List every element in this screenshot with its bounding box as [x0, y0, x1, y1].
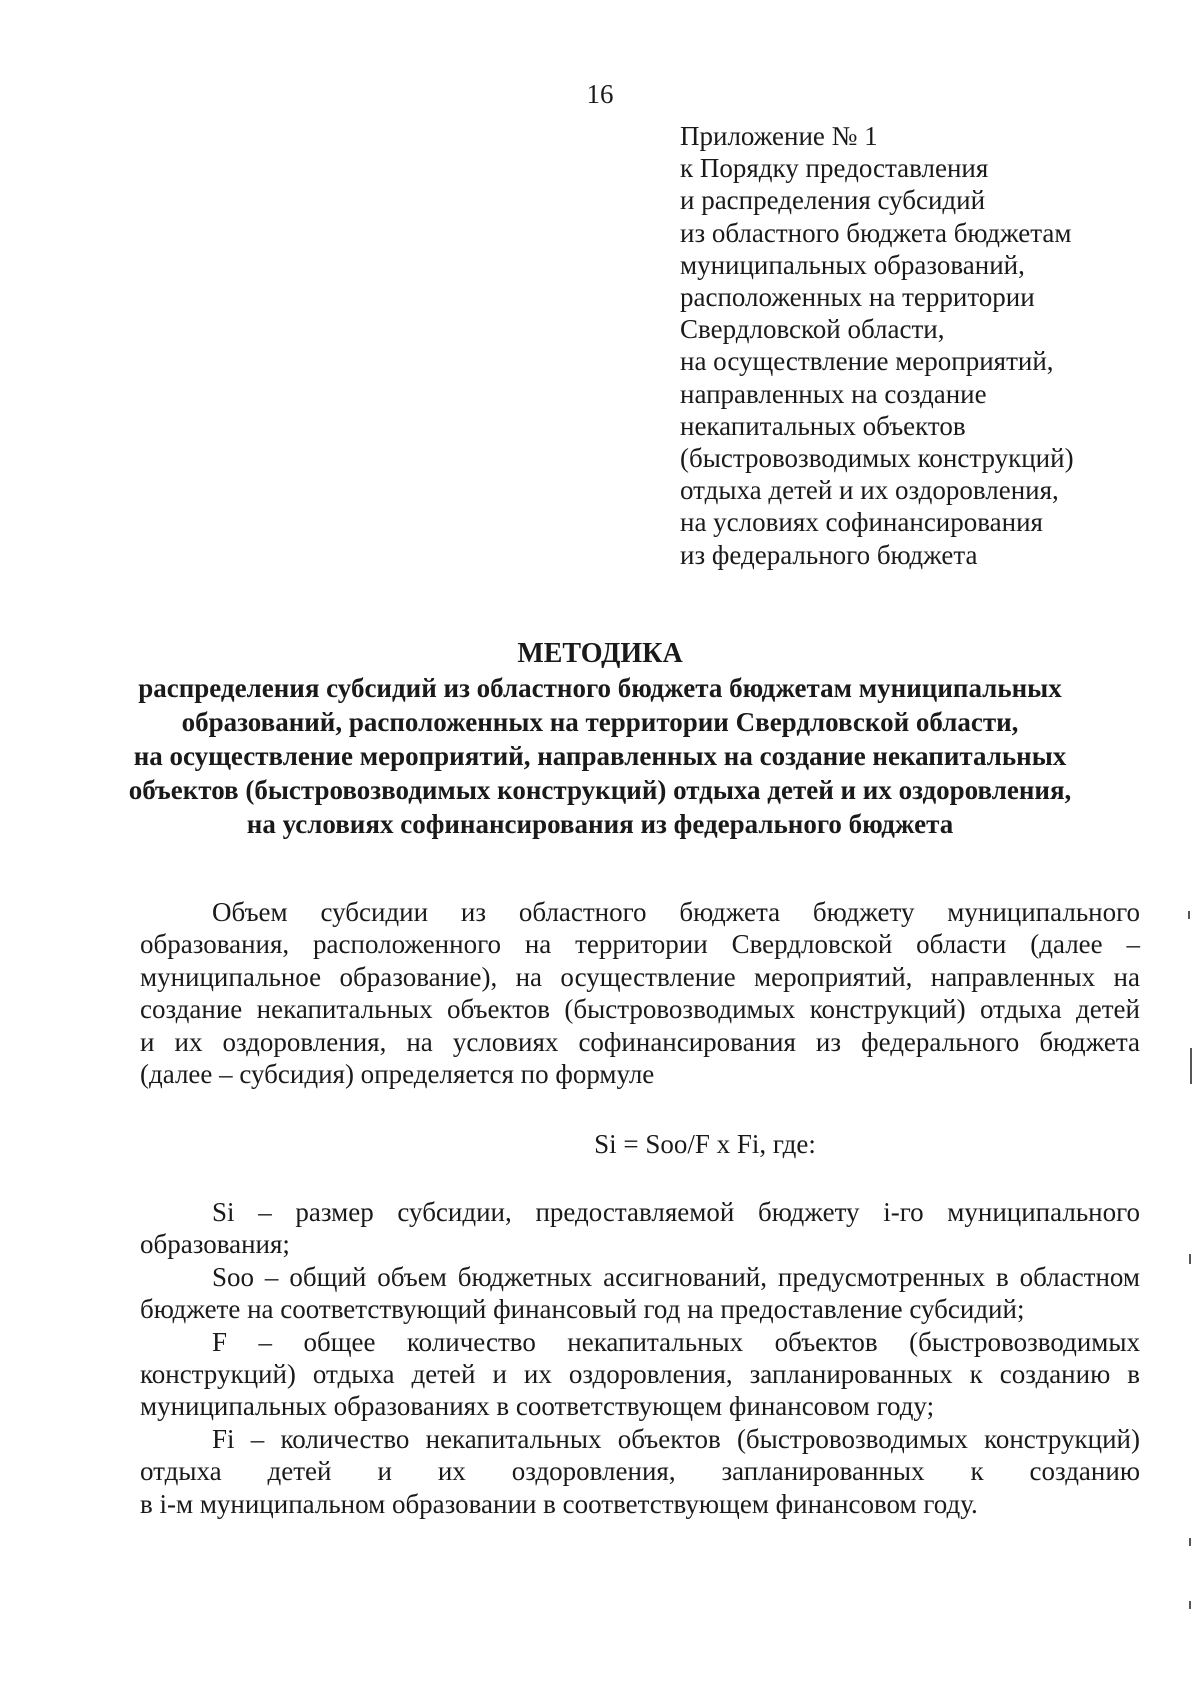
scan-margin-mark — [1190, 1048, 1192, 1084]
title-line: на осуществление мероприятий, направленных на создание некапитальных — [133, 741, 1067, 771]
paragraph-line: муниципальное образование), на осуществление мероприятий, направленных на — [140, 961, 1140, 992]
paragraph-line: и их оздоровления, на условиях софинансирования из федерального бюджета — [140, 1026, 1140, 1057]
appendix-line: муниципальных образований, — [680, 249, 1025, 280]
definition-line: Soo – общий объем бюджетных ассигнований, предусмотренных в областном — [212, 1261, 1140, 1292]
appendix-line: к Порядку предоставления — [680, 153, 989, 184]
title-line: распределения субсидий из областного бюджета бюджетам муниципальных — [138, 673, 1062, 703]
paragraph-line: (далее – субсидия) определяется по формуле — [140, 1059, 655, 1090]
appendix-line: Приложение № 1 — [680, 121, 878, 151]
definition-line: Si – размер субсидии, предоставляемой бюджету i-го муниципального — [212, 1197, 1140, 1227]
definition-line: отдыха детей и их оздоровления, запланированных к созданию — [140, 1456, 1140, 1487]
definition-line: конструкций) отдыха детей и их оздоровления, запланированных к созданию в — [140, 1359, 1140, 1390]
title-line: объектов (быстровозводимых конструкций) отдыха детей и их оздоровления, — [128, 775, 1072, 805]
scan-margin-mark — [1189, 1601, 1191, 1609]
formula: Si = Soo/F x Fi, где: — [594, 1129, 816, 1159]
appendix-line: и распределения субсидий — [680, 185, 986, 216]
scan-margin-mark — [1188, 911, 1190, 919]
scan-margin-mark — [1189, 1254, 1191, 1264]
paragraph-line: Объем субсидии из областного бюджета бюджету муниципального — [212, 897, 1140, 927]
paragraph-line: образования, расположенного на территории Свердловской области (далее – — [140, 929, 1140, 960]
appendix-header — [680, 120, 1140, 571]
intro-paragraph — [140, 896, 1140, 1090]
appendix-line: некапитальных объектов — [680, 410, 966, 441]
appendix-line: Свердловской области, — [680, 314, 945, 345]
title-line: на условиях софинансирования из федерального бюджета — [246, 809, 954, 839]
appendix-line: на условиях софинансирования — [680, 507, 1043, 538]
definition-line: в i-м муниципальном образовании в соответствующем финансовом году. — [140, 1488, 978, 1519]
definition-line: F – общее количество некапитальных объектов (быстровозводимых — [212, 1326, 1140, 1357]
appendix-line: из областного бюджета бюджетам — [680, 217, 1072, 248]
definition-line: бюджете на соответствующий финансовый год на предоставление субсидий; — [140, 1294, 1025, 1325]
appendix-line: из федерального бюджета — [680, 539, 978, 570]
appendix-line: на осуществление мероприятий, — [680, 346, 1054, 377]
title-heading: МЕТОДИКА — [517, 638, 683, 669]
appendix-line: расположенных на территории — [680, 282, 1035, 313]
appendix-line: (быстровозводимых конструкций) — [680, 443, 1074, 474]
appendix-line: направленных на создание — [680, 378, 987, 409]
definition-line: Fi – количество некапитальных объектов (быстровозводимых конструкций) — [212, 1423, 1140, 1454]
paragraph-line: создание некапитальных объектов (быстровозводимых конструкций) отдыха детей — [140, 994, 1140, 1025]
scan-margin-mark — [1189, 1538, 1191, 1546]
definition-line: образования; — [140, 1229, 290, 1260]
definitions — [140, 1196, 1140, 1520]
definition-line: муниципальных образованиях в соответствующем финансовом году; — [140, 1391, 935, 1422]
document-title — [100, 637, 1100, 841]
page-number: 16 — [586, 79, 614, 109]
title-line: образований, расположенных на территории Свердловской области, — [181, 707, 1019, 737]
appendix-line: отдыха детей и их оздоровления, — [680, 475, 1059, 506]
